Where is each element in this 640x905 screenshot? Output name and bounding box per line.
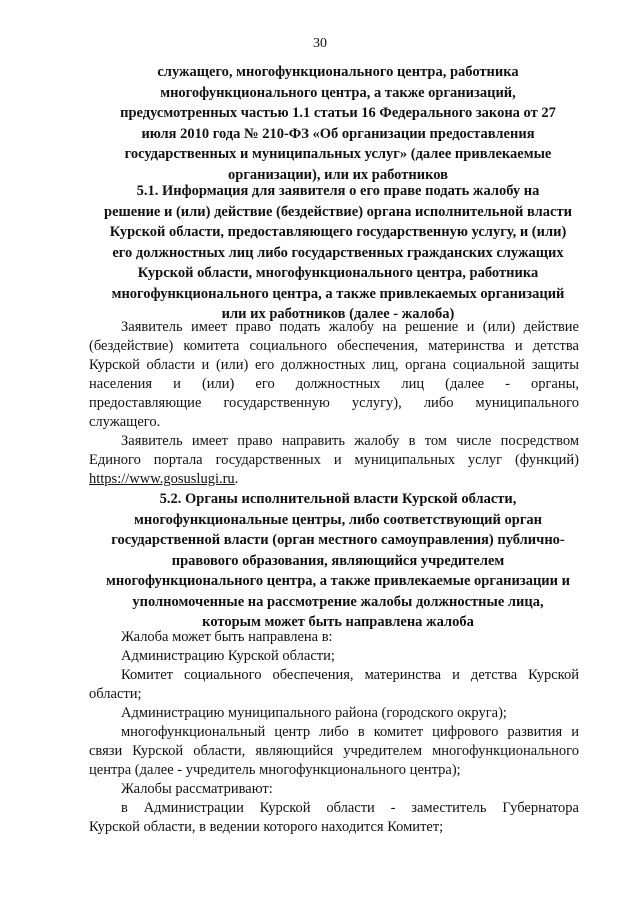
heading-line: служащего, многофункционального центра, работника bbox=[157, 64, 519, 80]
heading-line: государственной власти (орган местного самоуправления) публично- bbox=[111, 532, 565, 548]
section-5-2-body bbox=[89, 628, 579, 837]
heading-line: многофункционального центра, а также привлекаемых организаций bbox=[111, 285, 565, 302]
paragraph-line: Единого портала государственных и муниципальных услуг (функций) bbox=[89, 452, 579, 468]
paragraph-line: Жалоба может быть направлена в: bbox=[121, 629, 333, 645]
paragraph-line: Заявитель имеет право подать жалобу на решение и (или) действие bbox=[121, 319, 579, 335]
heading-line: государственных и муниципальных услуг» (далее привлекаемые bbox=[124, 146, 552, 162]
gosuslugi-link[interactable]: https://www.gosuslugi.ru bbox=[89, 471, 235, 487]
paragraph-line: Администрацию муниципального района (городского округа); bbox=[121, 705, 507, 721]
heading-line: июля 2010 года № 210-ФЗ «Об организации предоставления bbox=[141, 125, 535, 142]
heading-line: организации), или их работников bbox=[228, 166, 448, 183]
heading-line: решение и (или) действие (бездействие) органа исполнительной власти bbox=[104, 203, 572, 220]
paragraph-line: Администрацию Курской области; bbox=[121, 648, 335, 664]
paragraph-line: населения и (или) его должностных лиц (далее - органы, bbox=[89, 376, 579, 392]
paragraph-line: связи Курской области, являющийся учредителем многофункционального bbox=[89, 743, 579, 759]
paragraph-line: многофункциональный центр либо в комитет цифрового развития и bbox=[121, 724, 579, 740]
heading-line: многофункционального центра, а также привлекаемые организации и bbox=[106, 573, 570, 589]
heading-line: 5.1. Информация для заявителя о его праве подать жалобу на bbox=[136, 183, 540, 199]
heading-line: 5.2. Органы исполнительной власти Курской области, bbox=[159, 491, 517, 507]
continued-heading bbox=[88, 62, 588, 185]
heading-line: Курской области, предоставляющего государственную услугу, и (или) bbox=[109, 224, 567, 240]
paragraph-line: в Администрации Курской области - заместитель Губернатора bbox=[121, 800, 579, 816]
heading-line: которым может быть направлена жалоба bbox=[202, 614, 474, 630]
heading-line: многофункционального центра, а также организаций, bbox=[160, 84, 516, 101]
paragraph-line: центра (далее - учредитель многофункционального центра); bbox=[89, 762, 461, 778]
paragraph-line: области; bbox=[89, 686, 142, 702]
paragraph-line: Заявитель имеет право направить жалобу в том числе посредством bbox=[121, 433, 579, 449]
heading-line: Курской области, многофункционального центра, работника bbox=[137, 265, 539, 281]
section-5-1-heading bbox=[88, 181, 588, 325]
section-5-1-body bbox=[89, 318, 579, 489]
paragraph-line: (бездействие) комитета социального обеспечения, материнства и детства bbox=[89, 338, 579, 354]
heading-line: уполномоченные на рассмотрение жалобы должностные лица, bbox=[132, 593, 544, 610]
paragraph-line bbox=[89, 470, 579, 489]
paragraph-line: Жалобы рассматривают: bbox=[121, 781, 273, 797]
heading-line: предусмотренных частью 1.1 статьи 16 Федерального закона от 27 bbox=[120, 105, 556, 121]
page-number: 30 bbox=[313, 36, 327, 51]
paragraph-line: предоставляющие государственную услугу), либо муниципального bbox=[89, 395, 579, 411]
paragraph-line: Курской области и (или) его должностных лиц, органа социальной защиты bbox=[89, 357, 579, 373]
heading-line: или их работников (далее - жалоба) bbox=[221, 306, 455, 322]
section-5-2-heading bbox=[88, 489, 588, 633]
heading-line: правового образования, являющийся учредителем bbox=[171, 552, 505, 569]
heading-line: его должностных лиц либо государственных гражданских служащих bbox=[112, 244, 564, 261]
heading-line: многофункциональные центры, либо соответствующий орган bbox=[133, 511, 543, 528]
link-suffix: . bbox=[234, 471, 239, 487]
paragraph-line: служащего. bbox=[89, 414, 161, 430]
paragraph-line: Курской области, в ведении которого находится Комитет; bbox=[89, 819, 444, 835]
paragraph-line: Комитет социального обеспечения, материнства и детства Курской bbox=[121, 667, 579, 683]
